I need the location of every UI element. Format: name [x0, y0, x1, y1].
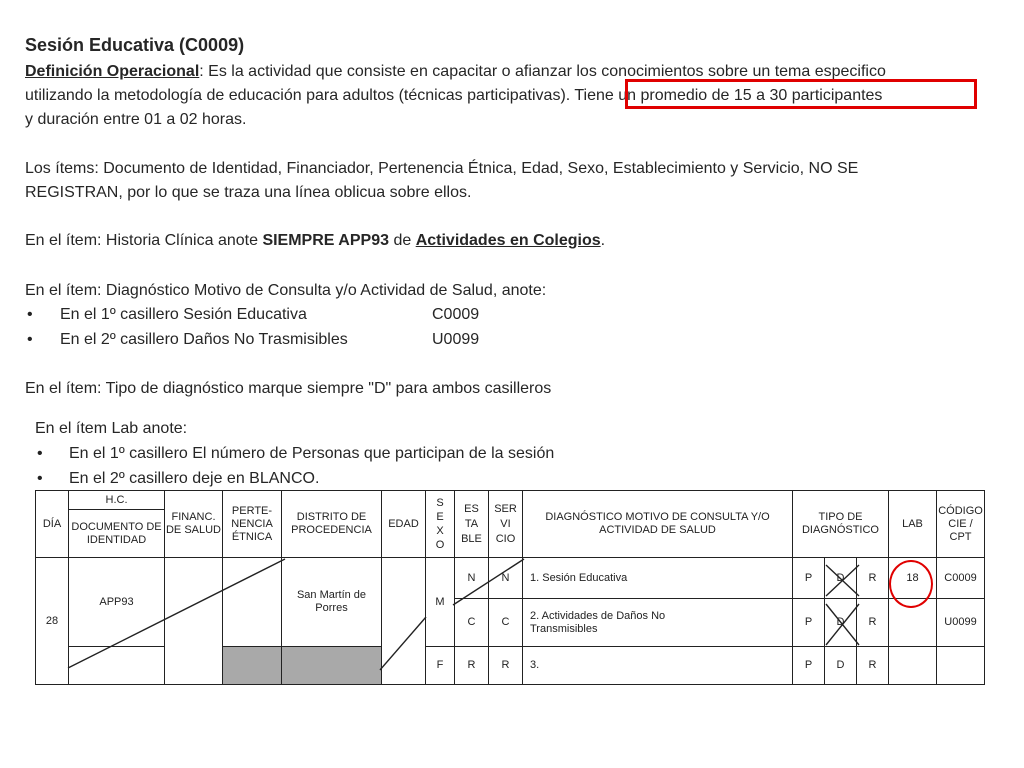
lab-bullet-1: En el 1º casillero El número de Personas que participan de la sesión: [69, 445, 555, 462]
hc-note-bold: SIEMPRE APP93: [262, 232, 389, 249]
header-pertenencia: PERTE- NENCIA ÉTNICA: [223, 491, 282, 558]
row-3-estable: R: [455, 647, 489, 685]
tipo-note: En el ítem: Tipo de diagnóstico marque siempre "D" para ambos casilleros: [25, 380, 552, 397]
row-financ: [165, 558, 223, 685]
definition-line-1-text: : Es la actividad que consiste en capacitar o afianzar los conocimientos sobre un tema especifico: [199, 63, 886, 80]
definition-line-2-text: utilizando la metodología de educación para adultos (técnicas participativas).: [25, 87, 571, 104]
header-edad: EDAD: [382, 491, 426, 558]
header-estable: ES TA BLE: [455, 491, 489, 558]
row-sexo-f: F: [426, 647, 455, 685]
row-hc: APP93: [69, 558, 165, 647]
header-tipo: TIPO DE DIAGNÓSTICO: [793, 491, 889, 558]
header-documento: DOCUMENTO DE IDENTIDAD: [69, 510, 165, 558]
row-2-codigo: U0099: [937, 599, 985, 647]
row-3-servicio: R: [489, 647, 523, 685]
row-3-tipo-p: P: [793, 647, 825, 685]
lab-note-intro: En el ítem Lab anote:: [35, 420, 188, 437]
header-sexo: S E X O: [426, 491, 455, 558]
header-codigo: CÓDIGO CIE / CPT: [937, 491, 985, 558]
hc-note-pre: En el ítem: Historia Clínica anote: [25, 232, 263, 249]
row-3-lab: [889, 647, 937, 685]
diag-bullet-2-code: U0099: [432, 331, 480, 348]
row-edad: [382, 558, 426, 685]
definition-highlight: Tiene un promedio de 15 a 30 participantes: [574, 87, 883, 104]
diag-bullet-2-text: En el 2º casillero Daños No Trasmisibles: [60, 331, 348, 348]
row-2-diagnostico: 2. Actividades de Daños No Transmisibles: [523, 599, 793, 647]
row-2-servicio: C: [489, 599, 523, 647]
row-3-tipo-d: D: [825, 647, 857, 685]
hc-note-link: Actividades en Colegios: [415, 232, 601, 249]
bullet-icon: •: [27, 331, 33, 348]
hc-note: [25, 231, 605, 251]
row-1-lab: 18: [889, 558, 937, 599]
row-pertenencia-shaded: [223, 647, 282, 685]
header-distrito: DISTRITO DE PROCEDENCIA: [282, 491, 382, 558]
row-1-tipo-r: R: [857, 558, 889, 599]
hc-note-mid: de: [389, 232, 416, 249]
bullet-icon: •: [37, 445, 43, 462]
row-dia: 28: [36, 558, 69, 685]
header-financ: FINANC. DE SALUD: [165, 491, 223, 558]
hc-note-end: .: [600, 232, 606, 249]
row-3-codigo: [937, 647, 985, 685]
page-title: Sesión Educativa (C0009): [25, 35, 245, 55]
row-2-tipo-p: P: [793, 599, 825, 647]
bullet-icon: •: [27, 306, 33, 323]
row-1-estable: N: [455, 558, 489, 599]
row-pertenencia: [223, 558, 282, 647]
header-dia: DÍA: [36, 491, 69, 558]
row-1-diagnostico: 1. Sesión Educativa: [523, 558, 793, 599]
header-servicio: SER VI CIO: [489, 491, 523, 558]
row-1-tipo-p: P: [793, 558, 825, 599]
row-2-tipo-r: R: [857, 599, 889, 647]
bullet-icon: •: [37, 470, 43, 487]
definition-label: Definición Operacional: [25, 63, 200, 80]
items-note-line-2: REGISTRAN, por lo que se traza una línea oblicua sobre ellos.: [25, 184, 472, 201]
row-2-estable: C: [455, 599, 489, 647]
items-note-line-1: Los ítems: Documento de Identidad, Financiador, Pertenencia Étnica, Edad, Sexo, Establecimiento y Servicio, NO SE: [25, 160, 859, 177]
lab-bullet-2: En el 2º casillero deje en BLANCO.: [69, 470, 320, 487]
row-distrito: San Martín de Porres: [282, 558, 382, 647]
diag-note-intro: En el ítem: Diagnóstico Motivo de Consulta y/o Actividad de Salud, anote:: [25, 282, 547, 299]
definition-line-3: y duración entre 01 a 02 horas.: [25, 111, 247, 128]
row-hc-lower: [69, 647, 165, 685]
row-distrito-shaded: [282, 647, 382, 685]
row-1-codigo: C0009: [937, 558, 985, 599]
diag-bullet-1-text: En el 1º casillero Sesión Educativa: [60, 306, 307, 323]
row-1-servicio: N: [489, 558, 523, 599]
row-1-tipo-d: D: [825, 558, 857, 599]
row-3-tipo-r: R: [857, 647, 889, 685]
header-lab: LAB: [889, 491, 937, 558]
header-diagnostico: DIAGNÓSTICO MOTIVO DE CONSULTA Y/O ACTIVIDAD DE SALUD: [523, 491, 793, 558]
his-form-table: [35, 490, 985, 685]
row-sexo-m: M: [426, 558, 455, 647]
highlight-circle: [889, 560, 933, 608]
row-2-tipo-d: D: [825, 599, 857, 647]
header-hc: H.C.: [69, 491, 165, 510]
highlight-box: [625, 79, 977, 109]
row-3-diagnostico: 3.: [523, 647, 793, 685]
diag-bullet-1-code: C0009: [432, 306, 480, 323]
